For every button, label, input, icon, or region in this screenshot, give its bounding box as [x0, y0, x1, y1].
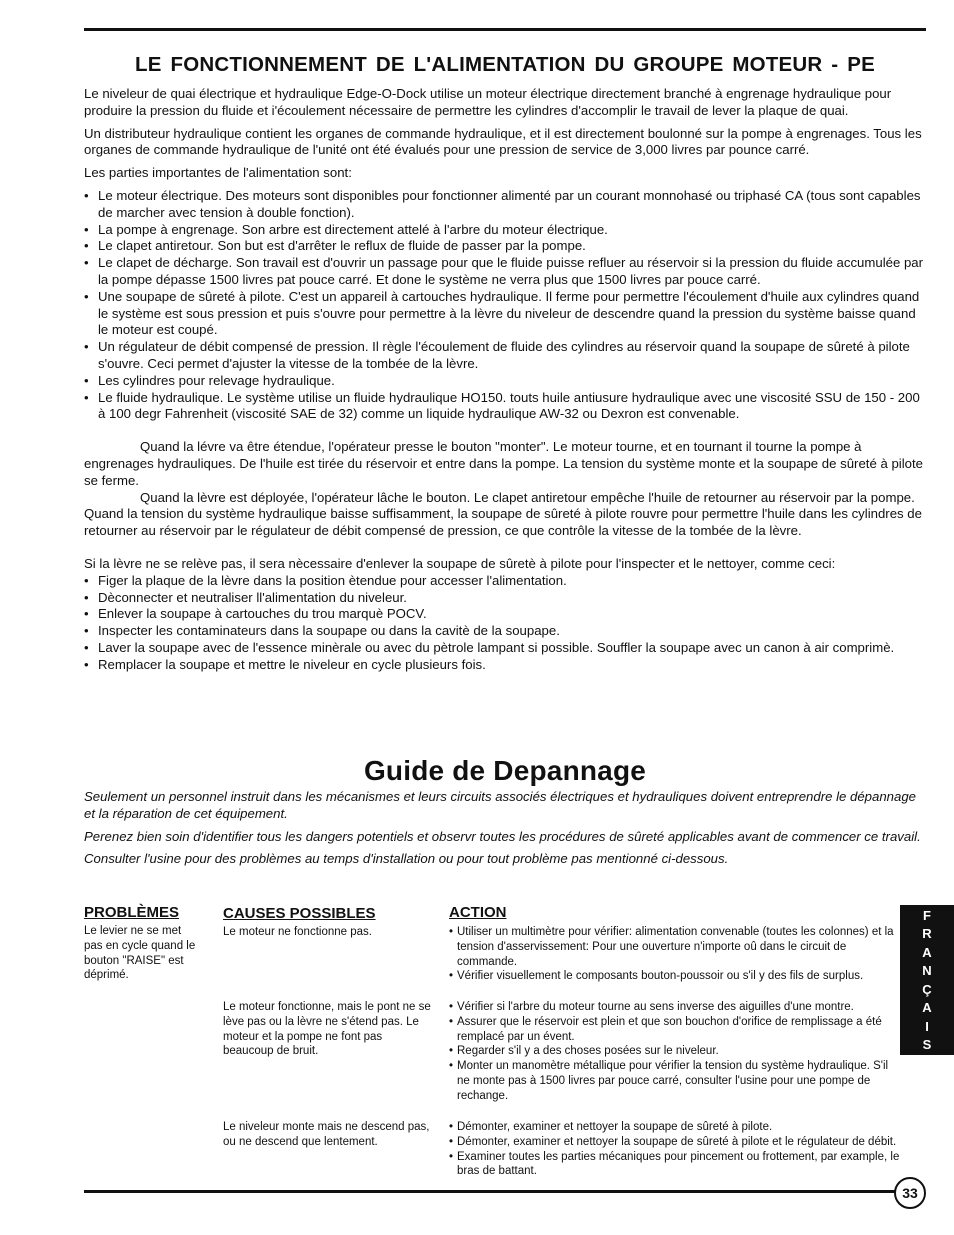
list-item: • Les cylindres pour relevage hydraulique.	[84, 373, 926, 390]
list-item: • Vérifier si l'arbre du moteur tourne au sens inverse des aiguilles d'une montre.	[449, 1000, 904, 1015]
list-item: • Assurer que le réservoir est plein et que son bouchon d'orifice de remplissage a été remplacé par un évent.	[449, 1015, 904, 1045]
cause-text: Le niveleur monte mais ne descend pas, ou ne descend que lentement.	[223, 1121, 430, 1148]
list-item: • Le moteur électrique. Des moteurs sont disponibles pour fonctionner alimenté par un courant monnohasé ou triphasé CA (tous sont capables de marcher avec tension à double fonction).	[84, 188, 926, 222]
list-item: • Une soupape de sûreté à pilote. C'est un appareil à cartouches hydraulique. Il ferme pour permettre l'écoulement d'huile aux cylindres quand le système est sous pression et puis s'ouvre pour permettre à la lèvre du niveleur de descendre quand la pression du système baisse quand le moteur est coupé.	[84, 289, 926, 339]
intro-paragraph: Le niveleur de quai électrique et hydraulique Edge-O-Dock utilise un moteur électrique directement branché à engrenage hydraulique pour produire la pression du fluide et i'écoulement nécessaire de permettre les cylindres d'accomplir le travail de lever la plaque de quai.	[84, 86, 892, 118]
list-item: • Examiner toutes les parties mécaniques pour pincement ou frottement, par example, le bras de battant.	[449, 1150, 924, 1180]
list-item: • Le fluide hydraulique. Le système utilise un fluide hydraulique HO150. touts huile antiusure hydraulique avec une viscosité SSU de 150 - 200 à 100 degr Fahrenheit (viscosité SAE de 32) comme un liquide hydraulique AW-32 ou Dexron est convenable.	[84, 390, 926, 424]
tab-letter: F	[923, 908, 931, 923]
list-item: • Monter un manomètre métallique pour vérifier la tension du système hydraulique. S'il ne monte pas à 1500 livres par pouce carré, consulter l'usine pour une pompe de rechange.	[449, 1059, 904, 1103]
guide-title: Guide de Depannage	[363, 755, 647, 786]
top-rule	[84, 28, 926, 31]
list-item: • Remplacer la soupape et mettre le niveleur en cycle plusieurs fois.	[84, 657, 926, 674]
list-item: • Démonter, examiner et nettoyer la soupape de sûreté à pilote et le régulateur de débit.	[449, 1135, 924, 1150]
list-item: • Le clapet de décharge. Son travail est d'ouvrir un passage pour que le fluide puisse refluer au réservoir si la pression du fluide accumulée par la pompe dépasse 1500 livres pat pouce carré. Et done le système ne verra plus que 1500 livres par pouce carré.	[84, 255, 926, 289]
warnings	[84, 789, 926, 874]
intro-paragraph: Les parties importantes de l'alimentation sont:	[84, 165, 352, 181]
causes-header: CAUSES POSSIBLES	[223, 905, 376, 922]
action-list	[449, 1120, 924, 1179]
warning-paragraph: Perenez bien soin d'identifier tous les dangers potentiels et observr toutes les procédures de sûreté applicables avant de commencer ce travail.	[84, 828, 921, 844]
action-list	[449, 1000, 904, 1104]
list-item: • Vérifier visuellement le composants bouton-poussoir ou s'il y des fils de surplus.	[449, 969, 894, 984]
bottom-rule	[84, 1190, 896, 1193]
tab-letter: A	[922, 944, 932, 960]
warning-paragraph: Seulement un personnel instruit dans les mécanismes et leurs circuits associés électriques et hydrauliques doivent entreprendre le dépannage et la réparation de cet équipement.	[84, 789, 917, 821]
list-item: • Regarder s'il y a des choses posées sur le niveleur.	[449, 1044, 904, 1059]
list-item: • La pompe à engrenage. Son arbre est directement attelé à l'arbre du moteur électrique.	[84, 222, 926, 239]
warning-paragraph: Consulter l'usine pour des problèmes au temps d'installation ou pour tout problème pas mentionné ci-dessous.	[84, 851, 729, 867]
list-item: • Inspecter les contaminateurs dans la soupape ou dans la cavitè de la soupape.	[84, 623, 926, 640]
cause-text: Le moteur fonctionne, mais le pont ne se lève pas ou la lèvre ne s'étend pas. Le moteur et la pompe ne font pas beaucoup de bruit.	[223, 1001, 431, 1058]
tab-letter: A	[922, 1000, 932, 1016]
inspect-intro: Si la lèvre ne se relève pas, il sera nècessaire d'enlever la soupape de sûretè à pilote pour l'inspecter et le nettoyer, comme ceci:	[84, 555, 836, 571]
section-title: LE FONCTIONNEMENT DE L'ALIMENTATION DU GROUPE MOTEUR - PE	[135, 53, 875, 76]
list-item: • Le clapet antiretour. Son but est d'arrêter le reflux de fluide de passer par la pompe.	[84, 238, 926, 255]
list-item: • Figer la plaque de la lèvre dans la position ètendue pour accesser l'alimentation.	[84, 573, 926, 590]
inspect-steps-list	[84, 573, 926, 674]
tab-letter: R	[922, 926, 932, 942]
page-number: 33	[894, 1177, 926, 1209]
tab-letter: Ç	[922, 981, 932, 997]
language-tab	[900, 905, 954, 1055]
action-header: ACTION	[449, 904, 507, 921]
list-item: • Démonter, examiner et nettoyer la soupape de sûreté à pilote.	[449, 1120, 924, 1135]
body-text	[84, 86, 926, 674]
action-list	[449, 925, 894, 984]
problems-header: PROBLÈMES	[84, 904, 180, 921]
tab-letter: I	[925, 1018, 929, 1034]
tab-letter: S	[922, 1036, 932, 1052]
intro-paragraph: Un distributeur hydraulique contient les organes de commande hydraulique, et il est directement boulonné sur la pompe à engrenages. Tous les organes de commande hydraulique de l'unité ont été évalués pour une pression de service de 3,000 livres par pounce carré.	[84, 125, 922, 158]
cause-text: Le moteur ne fonctionne pas.	[223, 926, 372, 938]
list-item: • Un régulateur de débit compensé de pression. Il règle l'écoulement de fluide des cylindres au réservoir quand la soupape de sûreté à pilote s'ouvre. Ceci permet d'ajuster la vitesse de la tombée de la lèvre.	[84, 339, 926, 373]
list-item: • Laver la soupape avec de l'essence minèrale ou avec du pètrole lampant si possible. Souffler la soupape avec un canon à air comprimè.	[84, 640, 926, 657]
list-item: • Enlever la soupape à cartouches du trou marquè POCV.	[84, 606, 926, 623]
list-item: • Dèconnecter et neutraliser ll'alimentation du niveleur.	[84, 590, 926, 607]
operation-paragraph: Quand la lévre va être étendue, l'opérateur presse le bouton "monter". Le moteur tourne, et en tournant il tourne la pompe à engrenages hydrauliques. De l'huile est tirée du réservoir et entre dans la pompe. La tension du système monte et la soupape de sûreté à pilote se ferme.	[84, 439, 923, 488]
parts-list	[84, 188, 926, 423]
problem-text: Le levier ne se met pas en cycle quand le bouton "RAISE" est déprimé.	[84, 925, 196, 982]
list-item: • Utiliser un multimètre pour vérifier: alimentation convenable (toutes les colonnes) et la tension d'asservissement: Pour une ouverture n'importe oû dans le circuit de commande.	[449, 925, 894, 969]
tab-letter: N	[922, 963, 932, 979]
operation-paragraph: Quand la lèvre est déployée, l'opérateur lâche le bouton. Le clapet antiretour empêche l'huile de retourner au réservoir par la pompe. Quand la tension du système hydraulique baisse suffisamment, la soupape de sûreté à pilote rouvre pour permettre l'huile dans les cylindres de retourner au réservoir par le régulateur de débit compensé de pression, ce que contrôle la vitesse de la tombée de la lèvre.	[84, 489, 922, 539]
